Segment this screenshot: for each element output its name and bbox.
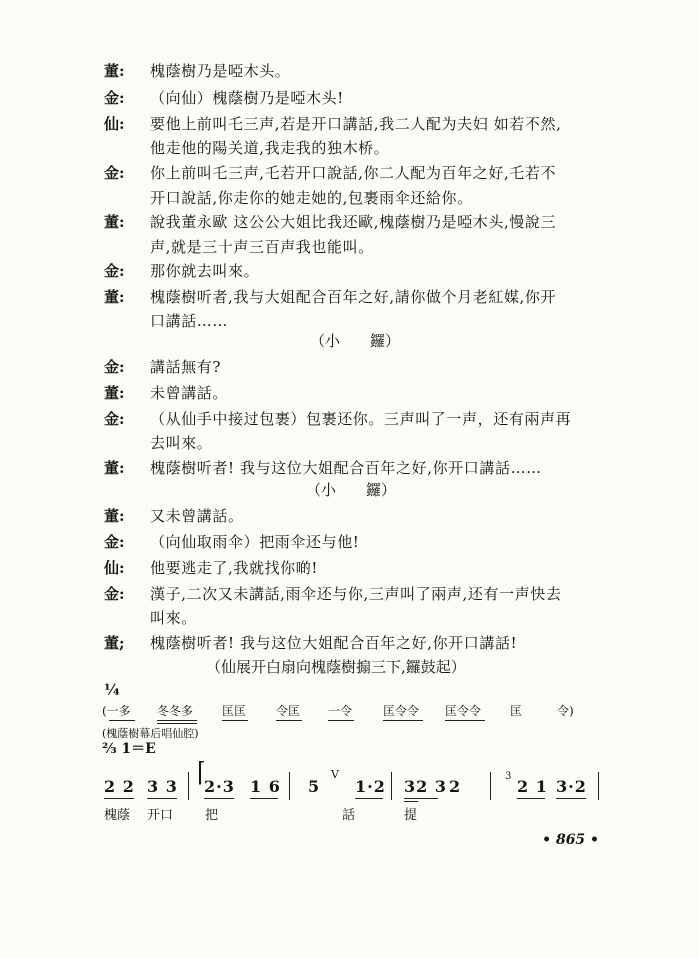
score-note: (槐蔭樹幕后唱仙腔) <box>102 727 199 740</box>
speaker-label: 金: <box>104 410 125 428</box>
lyric: 提 <box>404 808 418 823</box>
dialogue-line: 說我董永歐 这公公大姐比我还歐,槐蔭樹乃是啞木头,慢說三 <box>150 213 557 231</box>
time-signature: ¼ <box>104 681 120 699</box>
notation: 1 6 <box>250 777 281 796</box>
speaker-label: 董; <box>104 634 125 652</box>
bar-line <box>188 772 189 800</box>
key-signature: ⅔ 1＝E <box>102 741 156 757</box>
stage-direction: （仙展开白扇向槐蔭樹搧三下,鑼鼓起） <box>206 658 466 676</box>
dialogue-line: 漢子,二次又未講話,雨伞还与你,三声叫了兩声,还有一声快去 <box>150 585 562 603</box>
speaker-label: 董: <box>104 288 125 306</box>
dialogue-line: 未曾講話。 <box>150 384 229 402</box>
percussion-syllable: 匡令令 <box>383 704 420 718</box>
dialogue-line: 他要逃走了,我就找你啲! <box>150 559 318 577</box>
lyric: 开口 <box>147 808 174 823</box>
stage-direction: （小 鑼） <box>306 481 397 499</box>
notation: 2 2 <box>104 777 135 796</box>
dialogue-line: 开口說話,你走你的她走她的,包裹雨伞还給你。 <box>150 189 473 207</box>
bar-line <box>490 772 491 800</box>
notation: 2·3 <box>204 777 235 796</box>
speaker-label: 金: <box>104 585 125 603</box>
percussion-syllable: 一令 <box>328 704 353 718</box>
percussion-syllable: 匡匡 <box>222 704 247 718</box>
dialogue-line: 槐蔭樹听者! 我与这位大姐配合百年之好,你开口講話! <box>150 634 518 652</box>
speaker-label: 金: <box>104 89 125 107</box>
percussion-syllable: 匡令令 <box>445 704 482 718</box>
phrase-bracket: ⌈ <box>197 758 206 789</box>
percussion-syllable: 令匡 <box>276 704 301 718</box>
breath-mark: V <box>331 768 339 781</box>
dialogue-line: 去叫來。 <box>150 434 213 452</box>
notation: 32 3 <box>404 777 447 796</box>
speaker-label: 金: <box>104 262 125 280</box>
dialogue-line: 槐蔭樹听者! 我与这位大姐配合百年之好,你开口講話…… <box>150 459 542 477</box>
lyric: 槐蔭 <box>104 808 131 823</box>
dialogue-line: 他走他的陽关道,我走我的独木桥。 <box>150 139 390 157</box>
dialogue-line: 要他上前叫乇三声,若是开口講話,我二人配为夫妇 如若不然, <box>150 115 562 133</box>
notation: 1·2 <box>355 777 386 796</box>
percussion-syllable: 令) <box>557 704 574 718</box>
lyric: 話 <box>342 808 356 823</box>
speaker-label: 董: <box>104 459 125 477</box>
speaker-label: 董: <box>104 62 125 80</box>
speaker-label: 金: <box>104 164 125 182</box>
dialogue-line: （向仙）槐蔭樹乃是啞木头! <box>150 89 344 107</box>
bar-line <box>391 772 392 800</box>
percussion-syllable: 匡 <box>510 704 523 718</box>
speaker-label: 董: <box>104 507 125 525</box>
grace-note: 3 <box>505 771 512 782</box>
percussion-syllable: 冬冬多 <box>157 704 194 718</box>
percussion-syllable: (一多 <box>102 704 131 718</box>
notation: 3·2 <box>556 777 587 796</box>
speaker-label: 董: <box>104 213 125 231</box>
dialogue-line: （从仙手中接过包裹）包裹还你。三声叫了一声，还有兩声再 <box>150 410 572 428</box>
lyric: 把 <box>205 808 219 823</box>
notation: 2 1 <box>517 777 548 796</box>
dialogue-line: 槐蔭樹听者,我与大姐配合百年之好,請你做个月老紅媒,你开 <box>150 288 557 306</box>
dialogue-line: 叫來。 <box>150 609 197 627</box>
stage-direction: （小 鑼） <box>310 332 401 350</box>
dialogue-line: 那你就去叫來。 <box>150 262 260 280</box>
page-number: • 865 • <box>542 832 599 848</box>
speaker-label: 金: <box>104 358 125 376</box>
dialogue-line: 講話無有? <box>150 358 222 376</box>
notation: 3 3 <box>147 777 178 796</box>
dialogue-line: 你上前叫乇三声,乇若开口說話,你二人配为百年之好,乇若不 <box>150 164 557 182</box>
dialogue-line: 槐蔭樹乃是啞木头。 <box>150 62 291 80</box>
speaker-label: 董: <box>104 384 125 402</box>
dialogue-line: 声,就是三十声三百声我也能叫。 <box>150 238 374 256</box>
speaker-label: 仙: <box>104 559 125 577</box>
bar-line <box>598 772 599 800</box>
speaker-label: 仙: <box>104 115 125 133</box>
notation: 5 <box>308 777 321 796</box>
dialogue-line: 口講話…… <box>150 312 229 330</box>
notation: 2 <box>449 777 462 796</box>
speaker-label: 金: <box>104 533 125 551</box>
bar-line <box>289 772 290 800</box>
dialogue-line: （向仙取雨伞）把雨伞还与他! <box>150 533 360 551</box>
dialogue-line: 又未曾講話。 <box>150 507 244 525</box>
